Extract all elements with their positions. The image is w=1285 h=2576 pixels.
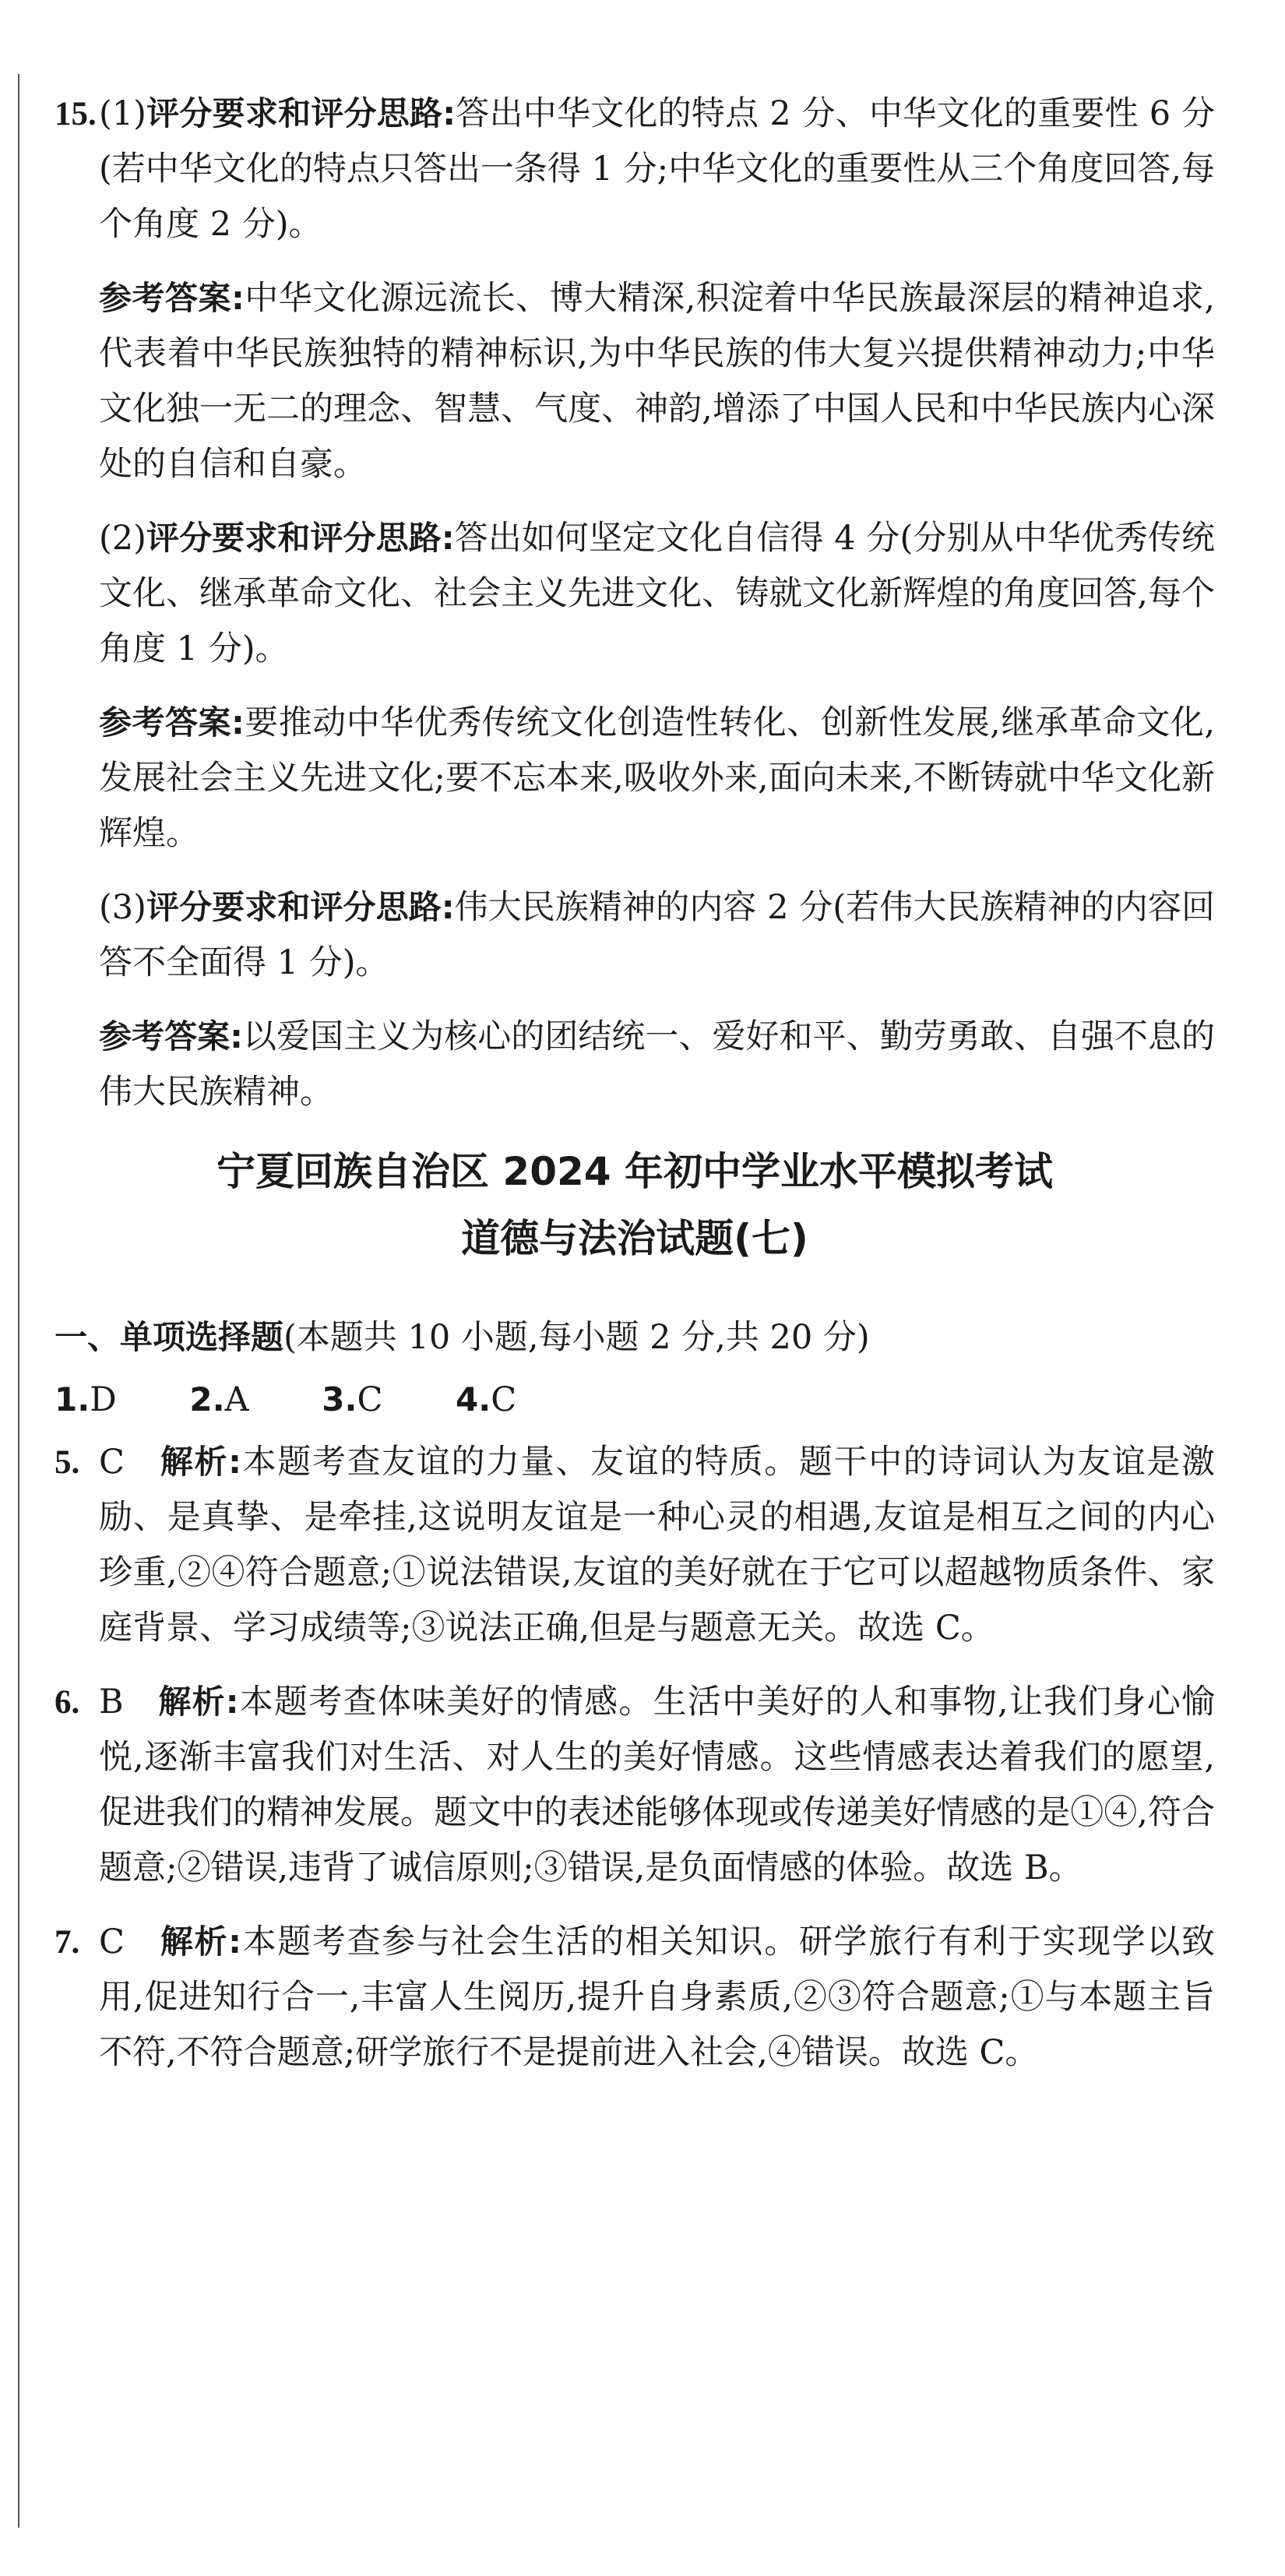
q15-answer1-label: 参考答案:: [99, 279, 245, 317]
answer-item: [456, 1380, 547, 1419]
q15-part3-label: 评分要求和评分思路:: [146, 888, 455, 926]
q6-analysis-label: 解析:: [158, 1683, 239, 1721]
q15-part1-criteria: [55, 86, 1215, 252]
q7-explanation: [55, 1914, 1215, 2081]
answer-letter: C: [491, 1380, 517, 1419]
q15-part3-criteria: [55, 879, 1215, 991]
q15-part1-answer: [55, 270, 1215, 492]
q15-number: 15.: [55, 96, 97, 132]
q6-number: 6.: [55, 1684, 80, 1721]
q15-part1-label: 评分要求和评分思路:: [146, 94, 456, 132]
q15-answer3-text: 以爱国主义为核心的团结统一、爱好和平、勤劳勇敢、自强不息的伟大民族精神。: [99, 1017, 1216, 1112]
q6-analysis-text: 本题考查体味美好的情感。生活中美好的人和事物,让我们身心愉悦,逐渐丰富我们对生活、对人生的美好情感。这些情感表达着我们的愿望,促进我们的精神发展。题文中的表述能够体现或传递美好情感的是①④,符合题意;②错误,违背了诚信原则;③错误,是负面情感的体验。故选 B。: [99, 1683, 1215, 1887]
answer-letter: C: [357, 1380, 383, 1419]
q15-part3-text: 伟大民族精神的内容 2 分(若伟大民族精神的内容回答不全面得 1 分)。: [99, 888, 1215, 982]
q15-part2-label: 评分要求和评分思路:: [146, 519, 455, 557]
q7-number: 7.: [55, 1924, 80, 1961]
answer-number: 3.: [322, 1380, 357, 1418]
answer-item: [189, 1380, 280, 1419]
q7-answer: C: [99, 1922, 125, 1961]
answer-number: 4.: [456, 1380, 491, 1418]
q7-analysis-label: 解析:: [160, 1922, 241, 1961]
q5-analysis-text: 本题考查友谊的力量、友谊的特质。题干中的诗词认为友谊是激励、是真挚、是牵挂,这说明友谊是一种心灵的相遇,友谊是相互之间的内心珍重,②④符合题意;①说法错误,友谊的美好就在于它可以超越物质条件、家庭背景、学习成绩等;③说法正确,但是与题意无关。故选 C。: [99, 1443, 1216, 1647]
left-margin-rule: [18, 74, 19, 2528]
q15-part2-prefix: (2): [99, 519, 146, 558]
q6-answer: B: [99, 1683, 124, 1721]
exam-title-line1: 宁夏回族自治区 2024 年初中学业水平模拟考试: [217, 1149, 1053, 1194]
q15-part1-prefix: (1): [99, 94, 146, 133]
answer-number: 1.: [55, 1380, 90, 1418]
q6-explanation: [55, 1674, 1215, 1896]
q15-answer2-text: 要推动中华优秀传统文化创造性转化、创新性发展,继承革命文化,发展社会主义先进文化;要不忘本来,吸收外来,面向未来,不断铸就中华文化新辉煌。: [99, 703, 1215, 853]
answer-number: 2.: [189, 1380, 225, 1418]
q15-part2-criteria: [55, 510, 1215, 677]
q5-number: 5.: [55, 1444, 80, 1481]
q15-answer2-label: 参考答案:: [99, 703, 245, 742]
q15-part2-text: 答出如何坚定文化自信得 4 分(分别从中华优秀传统文化、继承革命文化、社会主义先进文化、铸就文化新辉煌的角度回答,每个角度 1 分)。: [99, 519, 1215, 668]
section-heading: [55, 1309, 1215, 1366]
answer-letter: A: [224, 1380, 249, 1419]
q15-part3-prefix: (3): [99, 888, 146, 927]
q15-answer1-text: 中华文化源远流长、博大精深,积淀着中华民族最深层的精神追求,代表着中华民族独特的精神标识,为中华民族的伟大复兴提供精神动力;中华文化独一无二的理念、智慧、气度、神韵,增添了中国人民和中华民族内心深处的自信和自豪。: [99, 279, 1215, 484]
answers-row: [55, 1372, 1215, 1428]
section-note: (本题共 10 小题,每小题 2 分,共 20 分): [283, 1318, 870, 1357]
q15-answer3-label: 参考答案:: [99, 1017, 243, 1055]
q5-answer: C: [99, 1443, 125, 1482]
q7-analysis-text: 本题考查参与社会生活的相关知识。研学旅行有利于实现学以致用,促进知行合一,丰富人生阅历,提升自身素质,②③符合题意;①与本题主旨不符,不符合题意;研学旅行不是提前进入社会,④错误。故选 C。: [99, 1922, 1216, 2072]
answer-item: [55, 1380, 148, 1419]
q5-explanation: [55, 1434, 1215, 1656]
exam-title-line2: 道德与法治试题(七): [461, 1216, 808, 1261]
answer-item: [322, 1380, 414, 1419]
section-label: 一、单项选择题: [55, 1318, 284, 1356]
q15-part1-text: 答出中华文化的特点 2 分、中华文化的重要性 6 分(若中华文化的特点只答出一条得 1 分;中华文化的重要性从三个角度回答,每个角度 2 分)。: [99, 94, 1216, 244]
answer-letter: D: [90, 1380, 117, 1419]
q15-part2-answer: [55, 695, 1215, 862]
page-content: [55, 86, 1215, 2099]
q5-analysis-label: 解析:: [160, 1443, 241, 1481]
q15-part3-answer: [55, 1009, 1215, 1120]
